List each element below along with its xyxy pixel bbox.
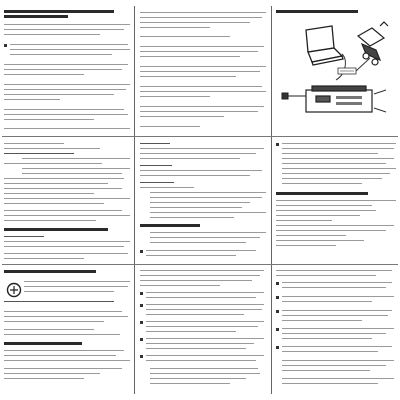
text-line <box>24 286 128 287</box>
text-line <box>4 99 60 100</box>
text-line <box>4 89 126 90</box>
text-line <box>4 236 44 237</box>
text-line <box>4 220 96 221</box>
text-line <box>276 275 376 276</box>
text-line <box>4 178 124 179</box>
text-line <box>146 348 246 349</box>
plug-icon <box>282 93 306 99</box>
bullet-marker <box>140 304 143 307</box>
text-line <box>146 314 244 315</box>
text-line <box>146 326 258 327</box>
text-line <box>22 158 130 159</box>
text-line <box>140 170 262 171</box>
text-line <box>276 215 360 216</box>
cable-line <box>356 58 370 71</box>
text-line <box>140 148 264 149</box>
text-line <box>276 245 336 246</box>
text-line <box>140 111 258 112</box>
panel-bottom-right <box>276 268 398 396</box>
text-line <box>276 270 392 271</box>
text-line <box>146 343 254 344</box>
text-line <box>140 71 260 72</box>
row-divider <box>2 136 398 137</box>
card-reader-icon <box>358 22 388 65</box>
text-line <box>4 329 94 330</box>
panel-bottom-left <box>4 268 132 396</box>
panel-top-middle <box>140 8 268 134</box>
bullet-marker <box>276 296 279 299</box>
text-line <box>140 86 262 87</box>
text-line <box>276 210 376 211</box>
arrow-icon <box>374 90 386 112</box>
panel-center <box>140 140 268 262</box>
text-line <box>4 109 124 110</box>
text-line <box>282 310 392 311</box>
text-line <box>146 309 262 310</box>
text-line <box>282 338 372 339</box>
text-line <box>282 383 378 384</box>
text-line <box>282 351 378 352</box>
text-line <box>4 119 94 120</box>
text-line <box>276 235 346 236</box>
text-line <box>4 253 128 254</box>
text-line <box>4 163 102 164</box>
text-line <box>276 200 396 201</box>
text-line <box>146 255 236 256</box>
text-line <box>4 368 122 369</box>
text-line <box>140 182 174 183</box>
text-line <box>282 148 394 149</box>
bullet-marker <box>276 310 279 313</box>
bullet-marker <box>140 321 143 324</box>
text-line <box>282 365 386 366</box>
text-line <box>140 36 230 37</box>
text-line <box>4 360 130 361</box>
safety-symbol-icon <box>6 282 22 298</box>
text-line <box>4 29 124 30</box>
text-line <box>282 178 382 179</box>
connection-diagram <box>276 16 398 126</box>
section-heading <box>4 270 96 273</box>
panel-middle-right <box>276 140 398 262</box>
text-line <box>140 12 266 13</box>
base-station-icon <box>306 86 372 112</box>
text-line <box>140 22 250 23</box>
text-line <box>140 17 262 18</box>
text-line <box>282 287 386 288</box>
text-line <box>282 346 392 347</box>
text-line <box>4 64 128 65</box>
text-line <box>4 183 108 184</box>
text-line <box>140 280 252 281</box>
text-line <box>146 304 264 305</box>
bullet-marker <box>276 328 279 331</box>
text-line <box>150 197 262 198</box>
text-line <box>282 173 390 174</box>
bullet-marker <box>140 250 143 253</box>
text-line <box>140 143 170 144</box>
text-line <box>140 175 250 176</box>
text-line <box>140 165 172 166</box>
bullet-marker <box>4 44 7 47</box>
text-line <box>140 51 258 52</box>
text-line <box>282 360 394 361</box>
text-line <box>140 46 264 47</box>
text-line <box>150 242 246 243</box>
text-line <box>140 56 240 57</box>
text-line <box>4 258 84 259</box>
text-line <box>4 193 94 194</box>
panel-top-left <box>4 8 132 134</box>
panel-top-right <box>276 8 398 134</box>
text-line <box>10 54 112 55</box>
text-line <box>146 338 264 339</box>
text-line <box>24 281 130 282</box>
text-line <box>4 188 122 189</box>
text-line <box>4 246 124 247</box>
text-line <box>4 241 130 242</box>
text-line <box>4 24 130 25</box>
text-line <box>4 74 84 75</box>
text-line <box>140 106 264 107</box>
text-line <box>4 143 64 144</box>
text-line <box>282 158 394 159</box>
bullet-marker <box>276 346 279 349</box>
text-line <box>4 69 122 70</box>
text-line <box>4 210 122 211</box>
text-line <box>140 66 266 67</box>
text-line <box>282 315 388 316</box>
section-heading <box>4 15 68 18</box>
text-line <box>282 333 386 334</box>
text-line <box>146 360 256 361</box>
text-line <box>140 96 210 97</box>
panel-bottom-middle <box>140 268 268 396</box>
text-line <box>146 321 264 322</box>
text-line <box>150 217 234 218</box>
text-line <box>140 158 240 159</box>
text-line <box>4 84 130 85</box>
panel-middle-left <box>4 140 132 262</box>
text-line <box>4 94 114 95</box>
bullet-marker <box>140 292 143 295</box>
text-line <box>22 173 122 174</box>
text-line <box>140 116 224 117</box>
text-line <box>282 282 392 283</box>
text-line <box>146 355 264 356</box>
text-line <box>140 126 200 127</box>
text-line <box>150 378 246 379</box>
text-line <box>4 350 124 351</box>
text-line <box>4 148 100 149</box>
text-line <box>282 296 394 297</box>
text-line <box>150 212 266 213</box>
text-line <box>4 203 104 204</box>
text-line <box>10 49 130 50</box>
text-line <box>276 225 394 226</box>
section-heading <box>4 10 114 13</box>
section-heading <box>4 342 82 345</box>
text-line <box>276 240 364 241</box>
text-line <box>282 301 372 302</box>
text-line <box>150 368 258 369</box>
text-line <box>4 355 116 356</box>
text-line <box>4 311 122 312</box>
column-divider <box>134 6 135 394</box>
text-line <box>22 168 130 169</box>
text-line <box>4 198 130 199</box>
text-line <box>150 192 266 193</box>
text-line <box>282 370 370 371</box>
text-line <box>4 378 84 379</box>
column-divider <box>271 6 272 394</box>
bullet-marker <box>276 143 279 146</box>
text-line <box>146 331 236 332</box>
text-line <box>276 205 372 206</box>
text-line <box>282 328 394 329</box>
text-line <box>10 44 128 45</box>
text-line <box>150 383 230 384</box>
text-line <box>4 373 100 374</box>
text-line <box>282 163 386 164</box>
text-line <box>276 220 332 221</box>
row-divider <box>2 264 398 265</box>
bullet-marker <box>140 355 143 358</box>
text-line <box>150 207 242 208</box>
text-line <box>4 153 74 154</box>
cable-line <box>336 54 345 80</box>
section-heading <box>140 224 200 227</box>
bullet-marker <box>276 282 279 285</box>
text-line <box>4 34 100 35</box>
text-line <box>4 301 114 302</box>
text-line <box>140 76 236 77</box>
section-heading <box>276 192 368 195</box>
text-line <box>146 292 264 293</box>
text-line <box>4 316 128 317</box>
text-line <box>282 153 378 154</box>
text-line <box>282 320 362 321</box>
text-line <box>140 187 194 188</box>
text-line <box>140 27 210 28</box>
text-line <box>150 232 266 233</box>
text-line <box>282 143 396 144</box>
text-line <box>140 275 260 276</box>
text-line <box>4 215 130 216</box>
text-line <box>276 230 386 231</box>
text-line <box>282 183 362 184</box>
text-line <box>282 378 394 379</box>
text-line <box>24 291 114 292</box>
text-line <box>282 168 396 169</box>
laptop-icon <box>306 26 343 65</box>
bullet-marker <box>140 338 143 341</box>
text-line <box>4 321 104 322</box>
section-heading <box>4 228 108 231</box>
text-line <box>150 373 260 374</box>
text-line <box>146 250 256 251</box>
text-line <box>4 128 130 129</box>
text-line <box>140 270 264 271</box>
text-line <box>150 202 250 203</box>
text-line <box>4 334 120 335</box>
text-line <box>150 237 260 238</box>
text-line <box>140 91 266 92</box>
section-heading <box>276 10 358 13</box>
text-line <box>140 153 256 154</box>
text-line <box>146 297 256 298</box>
text-line <box>4 114 128 115</box>
text-line <box>140 285 220 286</box>
